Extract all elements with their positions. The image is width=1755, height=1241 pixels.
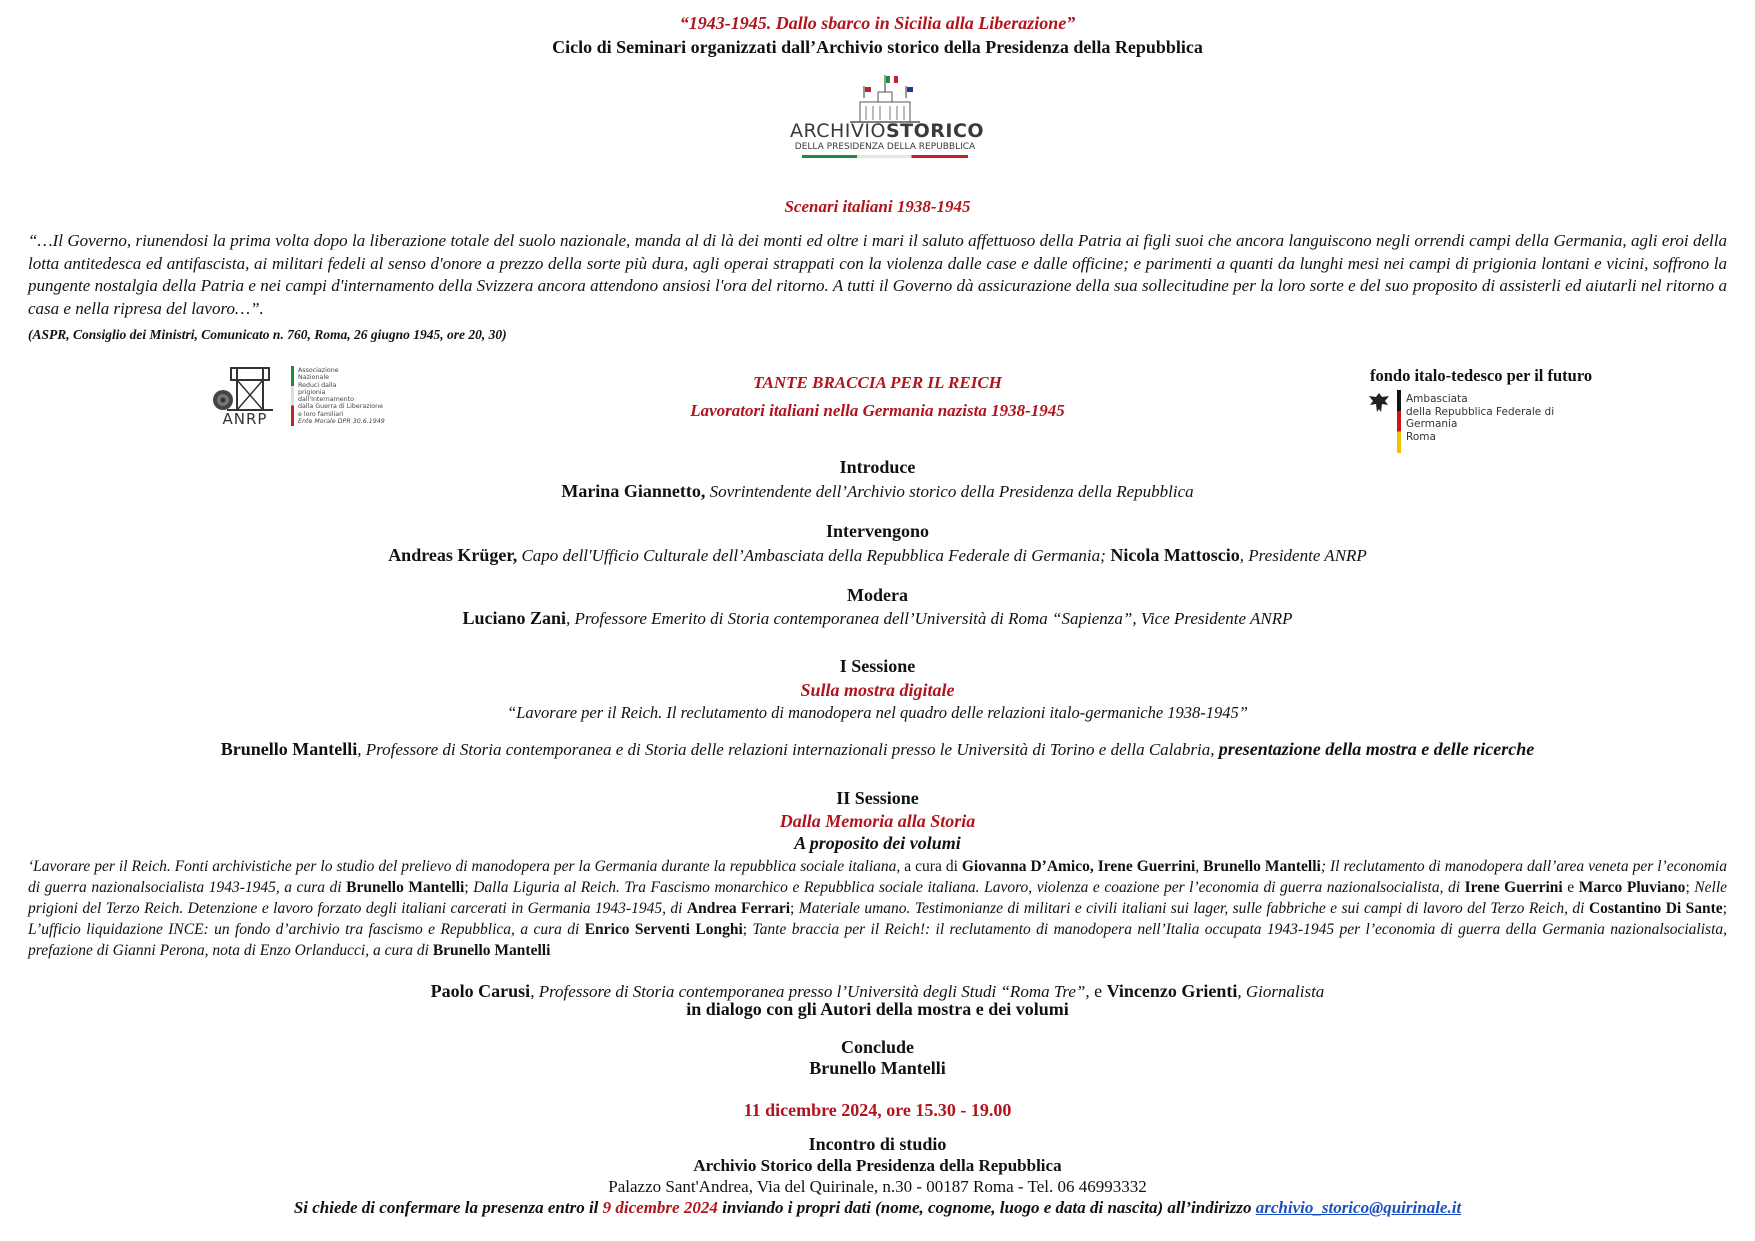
volume-author: Costantino Di Sante <box>1588 900 1723 917</box>
fondo-title: fondo italo-tedesco per il futuro <box>1370 366 1593 385</box>
intervengono-line <box>0 544 1755 567</box>
introduce-role: Sovrintendente dell’Archivio storico della Presidenza della Repubblica <box>705 482 1194 501</box>
introduce-line <box>0 480 1755 503</box>
anrp-line: Ente Morale DPR 30.6.1949 <box>298 418 385 426</box>
volume-title: Il reclutamento di manodopera dall’area veneta per l’economia di guerra nazionalsocialista 1943-1945, a cura di <box>28 858 1727 896</box>
embassy-line: della Repubblica Federale di Germania <box>1406 405 1555 430</box>
archivio-logo-word-b: STORICO <box>885 120 985 142</box>
venue-address: Palazzo Sant'Andrea, Via del Quirinale, n.30 - 00187 Roma - Tel. 06 46993332 <box>608 1177 1147 1196</box>
volume-connector: ; <box>1320 858 1330 875</box>
historical-quote: “…Il Governo, riunendosi la prima volta dopo la liberazione totale del suolo nazionale, manda al di là dei monti ed oltre i mari il saluto affettuoso della Patria ai figli suoi che ancora languiscono negli orrendi campi della Germania, agli eroi della lotta antitedesca ed antifascista, ai militari fedeli al senso d'onore a prezzo della sorte più dura, agli operai strappati con la violenza dalle case e dalle officine; e parimenti a quanti da lunghi mesi nei campi di prigionia lontani e vicini, soffrono la pungente nostalgia della Patria e nei campi d'internamento della Svizzera ancora attendono ansiosi l'ora del ritorno. A tutti il Governo dà assicurazione della sua sollecitudine per la loro sorte e del suo proposito di assisterli ed aiutarli nel ritorno a casa e nella ripresa del lavoro…”. <box>28 231 1727 318</box>
rsvp-email-link[interactable]: archivio_storico@quirinale.it <box>1255 1198 1462 1217</box>
rsvp-deadline: 9 dicembre 2024 <box>602 1198 718 1217</box>
speaker-name: Nicola Mattoscio <box>1105 545 1240 565</box>
quote-source: (ASPR, Consiglio dei Ministri, Comunicato n. 760, Roma, 26 giugno 1945, ore 20, 30) <box>28 327 507 342</box>
archivio-logo-word-a: ARCHIVIO <box>790 120 886 142</box>
german-flag-bar <box>1397 390 1401 453</box>
session1-speaker-line <box>0 738 1755 761</box>
introduce-label: Introduce <box>839 457 916 477</box>
dialog-line: in dialogo con gli Autori della mostra e dei volumi <box>686 999 1069 1019</box>
archivio-logo-wordmark <box>790 120 985 142</box>
volume-title: Nelle prigioni del Terzo Reich. Detenzione e lavoro forzato degli italiani carcerati in Germania 1943-1945, di <box>28 879 1728 917</box>
speaker-role: , Presidente ANRP <box>1239 546 1367 565</box>
embassy-line: Ambasciata <box>1406 393 1468 405</box>
speaker-role: Capo dell'Ufficio Culturale dell’Ambasciata della Repubblica Federale di Germania; <box>517 546 1106 565</box>
volume-author: Irene Guerrini <box>1464 879 1563 896</box>
federal-eagle-icon <box>1366 390 1392 416</box>
volume-author: Enrico Serventi Longhi <box>584 921 743 938</box>
anrp-line: dalla Guerra di Liberazione <box>298 403 383 411</box>
venue-type: Incontro di studio <box>808 1134 947 1154</box>
rsvp-line <box>0 1197 1755 1218</box>
event-date: 11 dicembre 2024, ore 15.30 - 19.00 <box>743 1100 1012 1120</box>
event-title: TANTE BRACCIA PER IL REICH <box>753 373 1002 392</box>
moderator-name: Luciano Zani <box>462 608 567 628</box>
modera-line <box>0 607 1755 630</box>
event-subtitle: Lavoratori italiani nella Germania nazista 1938-1945 <box>690 401 1065 420</box>
rsvp-text: inviando i propri dati (nome, cognome, luogo e data di nascita) all’indirizzo <box>717 1198 1256 1217</box>
dialog-speaker-name: Paolo Carusi <box>430 981 531 1001</box>
volume-author: Brunello Mantelli <box>1203 858 1321 875</box>
volume-connector: ; <box>742 921 753 938</box>
tricolor-rule <box>802 155 968 158</box>
series-title: “1943-1945. Dallo sbarco in Sicilia alla Liberazione” <box>679 13 1076 33</box>
anrp-line: Nazionale <box>298 374 329 382</box>
modera-label: Modera <box>847 585 908 605</box>
volume-author: Marco Pluviano <box>1578 879 1686 896</box>
volume-title: Materiale umano. Testimonianze di militari e civili italiani sui lager, sulle fabbriche e sui campi di lavoro del Terzo Reich, di <box>798 900 1589 917</box>
introduce-name: Marina Giannetto, <box>561 481 706 501</box>
dialog-speaker-role: , Professore di Storia contemporanea presso l’Università degli Studi “Roma Tre”, <box>530 982 1090 1001</box>
volume-connector: ; <box>464 879 474 896</box>
embassy-text <box>1406 393 1606 443</box>
session1-speaker-role: , Professore di Storia contemporanea e di Storia delle relazioni internazionali presso le Università di Torino e della Calabria, <box>357 740 1219 759</box>
volume-connector: ; <box>790 900 799 917</box>
conclude-name: Brunello Mantelli <box>809 1058 946 1078</box>
dialog-speaker-name: Vincenzo Grienti <box>1106 981 1238 1001</box>
speaker-name: Andreas Krüger, <box>388 545 518 565</box>
volume-connector: ; <box>1722 900 1727 917</box>
volume-title: L’ufficio liquidazione INCE: un fondo d’archivio tra fascismo e Repubblica, a cura di <box>28 921 585 938</box>
volume-connector: a cura di <box>900 858 962 875</box>
german-embassy-logo <box>1366 390 1606 456</box>
dialog-connector: e <box>1089 981 1107 1001</box>
session1-title: Sulla mostra digitale <box>800 680 955 700</box>
series-subtitle: Ciclo di Seminari organizzati dall’Archivio storico della Presidenza della Repubblica <box>552 37 1203 57</box>
venue-name: Archivio Storico della Presidenza della Repubblica <box>693 1156 1062 1175</box>
anrp-line: e loro familiari <box>298 410 344 418</box>
session1-speaker-name: Brunello Mantelli <box>220 739 358 759</box>
anrp-line: Reduci dalla <box>298 381 337 389</box>
session2-subtitle: A proposito dei volumi <box>794 833 961 853</box>
dialog-speaker-role: , Giornalista <box>1237 982 1325 1001</box>
volume-connector: , <box>1195 858 1204 875</box>
volume-author: Brunello Mantelli <box>432 942 551 959</box>
anrp-line: dall'Internamento <box>298 396 354 404</box>
session1-exhibit-title: “Lavorare per il Reich. Il reclutamento di manodopera nel quadro delle relazioni italo-germaniche 1938-1945” <box>507 703 1248 722</box>
archivio-logo-subtitle: DELLA PRESIDENZA DELLA REPUBBLICA <box>794 142 976 152</box>
session1-label: I Sessione <box>839 656 916 676</box>
conclude-label: Conclude <box>840 1037 914 1057</box>
volume-title: Tante braccia per il Reich!: il reclutamento di manodopera nell’Italia occupata 1943-1945 per l’economia di guerra della Germania nazionalsocialista, prefazione di Gianni Perona, nota di Enzo Orlanducci, a cura di <box>28 921 1727 959</box>
intervengono-label: Intervengono <box>826 521 929 541</box>
anrp-line: Associazione <box>298 367 339 374</box>
rsvp-text: Si chiede di confermare la presenza entro il <box>293 1198 603 1217</box>
session1-action: presentazione della mostra e delle ricerche <box>1218 739 1535 759</box>
volume-title: ‘Lavorare per il Reich. Fonti archivistiche per lo studio del prelievo di manodopera per la Germania durante la repubblica sociale italiana, <box>28 858 901 875</box>
volume-author: Giovanna D’Amico, Irene Guerrini <box>961 858 1196 875</box>
moderator-role: , Professore Emerito di Storia contemporanea dell’Università di Roma “Sapienza”, Vice Presidente ANRP <box>566 609 1293 628</box>
volume-connector: e <box>1562 879 1579 896</box>
anrp-acronym: ANRP <box>222 410 268 428</box>
volume-author: Brunello Mantelli <box>346 879 465 896</box>
embassy-line: Roma <box>1406 430 1436 443</box>
session2-title: Dalla Memoria alla Storia <box>779 811 976 831</box>
session2-label: II Sessione <box>836 788 919 808</box>
volume-connector: ; <box>1685 879 1695 896</box>
volume-title: Dalla Liguria al Reich. Tra Fascismo monarchico e Repubblica sociale italiana. Lavoro, violenza e coazione per l’economia di guerra nazionalsocialista, di <box>473 879 1465 896</box>
archivio-storico-logo <box>790 72 985 172</box>
volumes-paragraph <box>28 856 1727 961</box>
scenari-title: Scenari italiani 1938-1945 <box>784 197 971 216</box>
anrp-line: prigionia <box>298 388 326 396</box>
volume-author: Andrea Ferrari <box>686 900 791 917</box>
